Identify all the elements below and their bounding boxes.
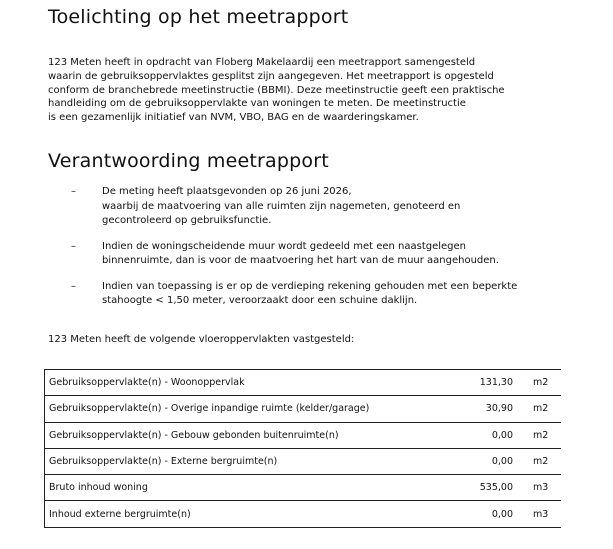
bullet-line: De meting heeft plaatsgevonden op 26 juni 2026, — [102, 186, 352, 197]
intro-line: 123 Meten heeft in opdracht van Floberg Makelaardij een meetrapport samengesteld — [48, 57, 476, 68]
row-unit: m3 — [533, 508, 549, 520]
bullet-line: binnenruimte, dan is voor de maatvoering het hart van de muur aangehouden. — [102, 255, 499, 266]
intro-line: handleiding om de gebruiksoppervlakte van woningen te meten. De meetinstructie — [48, 98, 466, 110]
row-label: Inhoud externe bergruimte(n) — [49, 508, 191, 520]
row-value: 0,00 — [491, 429, 513, 441]
intro-line: waarin de gebruiksoppervlaktes gesplitst zijn aangegeven. Het meetrapport is opgesteld — [48, 70, 494, 82]
summary-text: 123 Meten heeft de volgende vloeroppervlakten vastgesteld: — [48, 334, 355, 345]
row-label: Gebruiksoppervlakte(n) - Externe bergruimte(n) — [49, 456, 278, 468]
section-title: Verantwoording meetrapport — [48, 150, 329, 172]
row-unit: m2 — [533, 456, 549, 468]
bullet-line: stahoogte < 1,50 meter, veroorzaakt door een schuine daklijn. — [102, 295, 418, 306]
bullet-line: gecontroleerd op gebruiksfunctie. — [102, 215, 272, 226]
table-row — [45, 396, 561, 422]
surface-table — [44, 369, 561, 528]
intro-line: conform de branchebrede meetinstructie (BBMI). Deze meetinstructie geeft een praktische — [48, 84, 505, 96]
row-value: 131,30 — [479, 377, 513, 389]
bullet-item — [48, 240, 568, 269]
row-value: 30,90 — [485, 403, 513, 415]
row-label: Gebruiksoppervlakte(n) - Overige inpandige ruimte (kelder/garage) — [49, 403, 370, 415]
table-row — [45, 370, 561, 396]
row-unit: m2 — [533, 377, 549, 389]
row-value: 0,00 — [491, 508, 513, 520]
row-unit: m2 — [533, 429, 549, 441]
table-row — [45, 423, 561, 449]
row-value: 535,00 — [479, 482, 513, 494]
intro-line: is een gezamenlijk initiatief van NVM, VBO, BAG en de waarderingskamer. — [48, 112, 419, 124]
bullet-dash: – — [71, 240, 76, 252]
bullet-dash: – — [71, 186, 76, 197]
row-label: Gebruiksoppervlakte(n) - Woonoppervlak — [49, 377, 245, 389]
bullet-line: waarbij de maatvoering van alle ruimten zijn nagemeten, genoteerd en — [102, 200, 461, 212]
row-value: 0,00 — [491, 456, 513, 468]
row-unit: m2 — [533, 403, 549, 415]
bullet-item — [48, 185, 568, 229]
bullet-line: Indien van toepassing is er op de verdieping rekening gehouden met een beperkte — [102, 280, 518, 292]
bullet-line: Indien de woningscheidende muur wordt gedeeld met een naastgelegen — [102, 240, 467, 252]
bullet-item — [48, 280, 568, 309]
bullet-list — [48, 185, 568, 309]
table-row — [45, 501, 561, 526]
table-row — [45, 475, 561, 501]
row-label: Bruto inhoud woning — [49, 482, 148, 494]
intro-paragraph — [48, 56, 568, 125]
table-row — [45, 449, 561, 475]
row-label: Gebruiksoppervlakte(n) - Gebouw gebonden buitenruimte(n) — [49, 429, 339, 441]
bullet-dash: – — [71, 280, 76, 292]
page-title: Toelichting op het meetrapport — [48, 6, 349, 28]
row-unit: m3 — [533, 482, 549, 494]
